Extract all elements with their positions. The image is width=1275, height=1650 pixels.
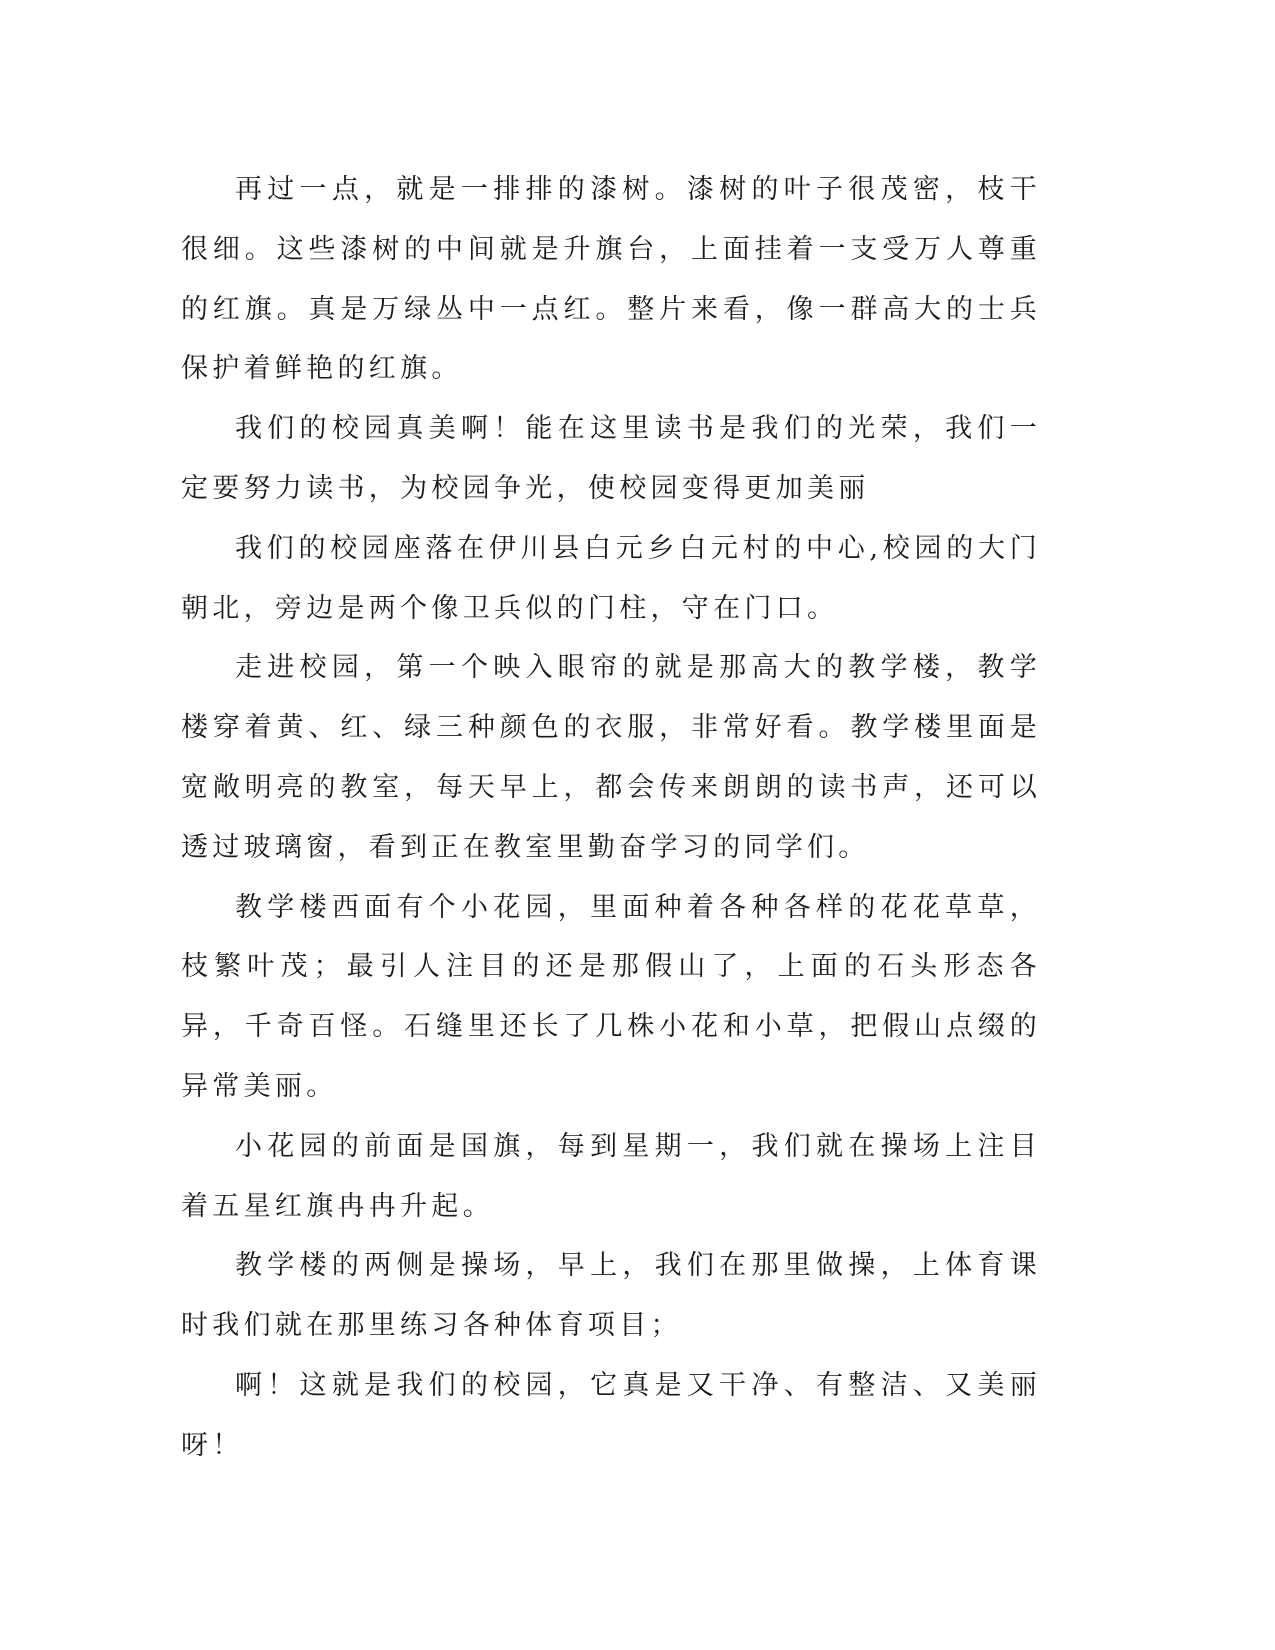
paragraph: 教学楼西面有个小花园，里面种着各种各样的花花草草，枝繁叶茂；最引人注目的还是那假山了，上面的石头形态各异，千奇百怪。石缝里还长了几株小花和小草，把假山点缀的异常美丽。 xyxy=(181,891,1041,1102)
paragraph: 再过一点，就是一排排的漆树。漆树的叶子很茂密，枝干很细。这些漆树的中间就是升旗台，上面挂着一支受万人尊重的红旗。真是万绿丛中一点红。整片来看，像一群高大的士兵保护着鲜艳的红旗。 xyxy=(181,174,1041,385)
paragraph: 我们的校园真美啊！能在这里读书是我们的光荣，我们一定要努力读书，为校园争光，使校园变得更加美丽 xyxy=(181,413,1041,504)
document-body xyxy=(181,160,1041,1476)
paragraph: 我们的校园座落在伊川县白元乡白元村的中心,校园的大门朝北，旁边是两个像卫兵似的门柱，守在门口。 xyxy=(181,532,1041,624)
paragraph: 小花园的前面是国旗，每到星期一，我们就在操场上注目着五星红旗冉冉升起。 xyxy=(181,1130,1041,1222)
paragraph: 教学楼的两侧是操场，早上，我们在那里做操，上体育课时我们就在那里练习各种体育项目； xyxy=(181,1250,1041,1342)
paragraph: 走进校园，第一个映入眼帘的就是那高大的教学楼，教学楼穿着黄、红、绿三种颜色的衣服，非常好看。教学楼里面是宽敞明亮的教室，每天早上，都会传来朗朗的读书声，还可以透过玻璃窗，看到正在教室里勤奋学习的同学们。 xyxy=(181,652,1041,863)
paragraph: 啊！这就是我们的校园，它真是又干净、有整洁、又美丽呀！ xyxy=(181,1369,1041,1461)
